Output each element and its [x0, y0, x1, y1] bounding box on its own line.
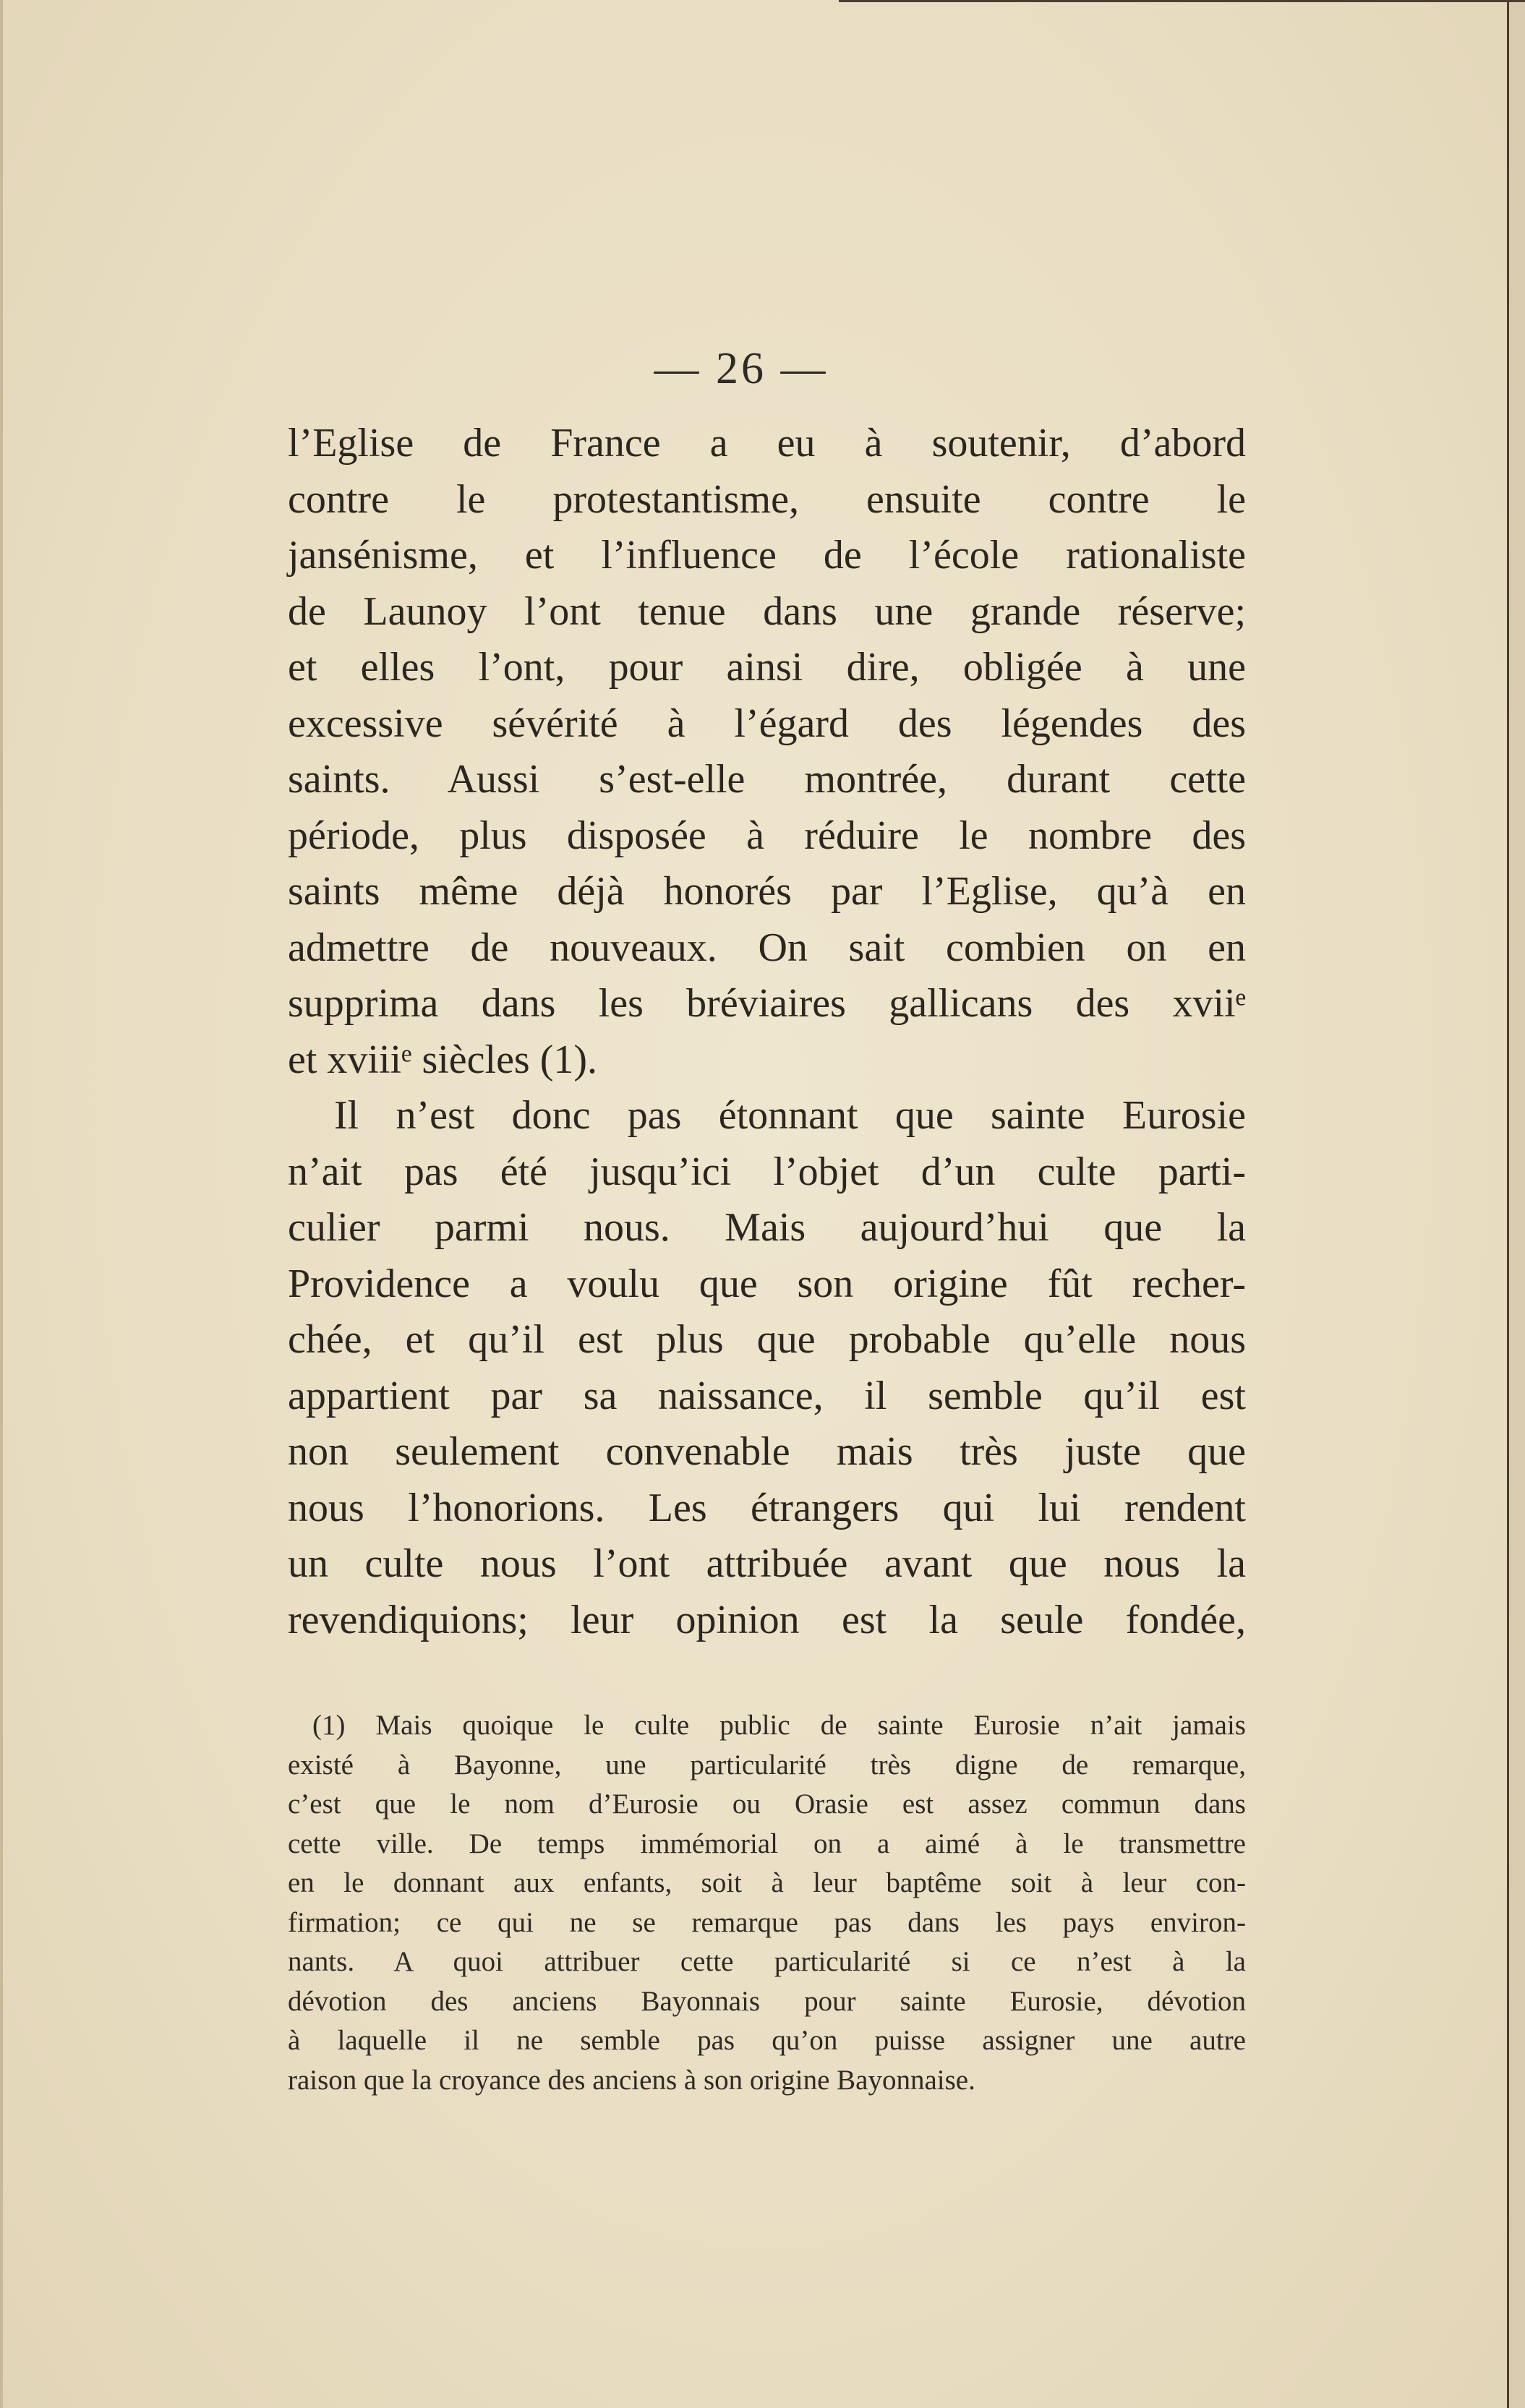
text-line: admettre de nouveaux. On sait combien on en [288, 925, 1246, 970]
text-line: Providence a voulu que son origine fût recher- [288, 1261, 1246, 1306]
text-line: supprima dans les bréviaires gallicans des xviiᵉ [288, 981, 1246, 1026]
text-line: jansénisme, et l’influence de l’école rationaliste [288, 533, 1246, 578]
footnote-line: firmation; ce qui ne se remarque pas dans les pays environ- [288, 1906, 1246, 1938]
footnote-line: dévotion des anciens Bayonnais pour sainte Eurosie, dévotion [288, 1985, 1246, 2017]
page-top-edge [839, 0, 1525, 2]
text-line: contre le protestantisme, ensuite contre le [288, 476, 1246, 522]
text-line: nous l’honorions. Les étrangers qui lui rendent [288, 1485, 1246, 1530]
page-right-margin [1509, 0, 1525, 2408]
text-line: non seulement convenable mais très juste que [288, 1429, 1246, 1474]
footnote-line: c’est que le nom d’Eurosie ou Orasie est assez commun dans [288, 1788, 1246, 1820]
text-line: Il n’est donc pas étonnant que sainte Eurosie [334, 1093, 1246, 1138]
footnote-line: (1) Mais quoique le culte public de sainte Eurosie n’ait jamais [312, 1710, 1246, 1741]
text-line: période, plus disposée à réduire le nombre des [288, 813, 1246, 858]
footnote-line: nants. A quoi attribuer cette particularité si ce n’est à la [288, 1946, 1246, 1977]
text-line: appartient par sa naissance, il semble qu’il est [288, 1373, 1246, 1418]
text-line: n’ait pas été jusqu’ici l’objet d’un culte parti- [288, 1149, 1246, 1194]
text-line: un culte nous l’ont attribuée avant que nous la [288, 1541, 1246, 1586]
footnote-line: à laquelle il ne semble pas qu’on puisse assigner une autre [288, 2025, 1246, 2056]
footnote [288, 1706, 1246, 2100]
footnote-line: cette ville. De temps immémorial on a aimé à le transmettre [288, 1828, 1246, 1859]
text-line: revendiquions; leur opinion est la seule fondée, [288, 1597, 1246, 1642]
text-line: saints même déjà honorés par l’Eglise, qu’à en [288, 869, 1246, 914]
text-line: chée, et qu’il est plus que probable qu’elle nous [288, 1317, 1246, 1362]
text-line: saints. Aussi s’est-elle montrée, durant cette [288, 757, 1246, 802]
page-right-edge [1507, 0, 1509, 2408]
footnote-line: raison que la croyance des anciens à son origine Bayonnaise. [288, 2064, 975, 2096]
footnote-line: en le donnant aux enfants, soit à leur baptême soit à leur con- [288, 1867, 1246, 1898]
text-line: de Launoy l’ont tenue dans une grande réserve; [288, 588, 1246, 634]
text-line: l’Eglise de France a eu à soutenir, d’abord [288, 421, 1246, 466]
footnote-line: existé à Bayonne, une particularité très digne de remarque, [288, 1749, 1246, 1781]
text-line: culier parmi nous. Mais aujourd’hui que la [288, 1205, 1246, 1250]
text-line: et xviiiᵉ siècles (1). [288, 1037, 598, 1082]
body-text [288, 416, 1246, 1648]
text-line: et elles l’ont, pour ainsi dire, obligée à une [288, 645, 1246, 690]
page-number: — 26 — [654, 344, 829, 393]
text-line: excessive sévérité à l’égard des légendes des [288, 700, 1246, 746]
